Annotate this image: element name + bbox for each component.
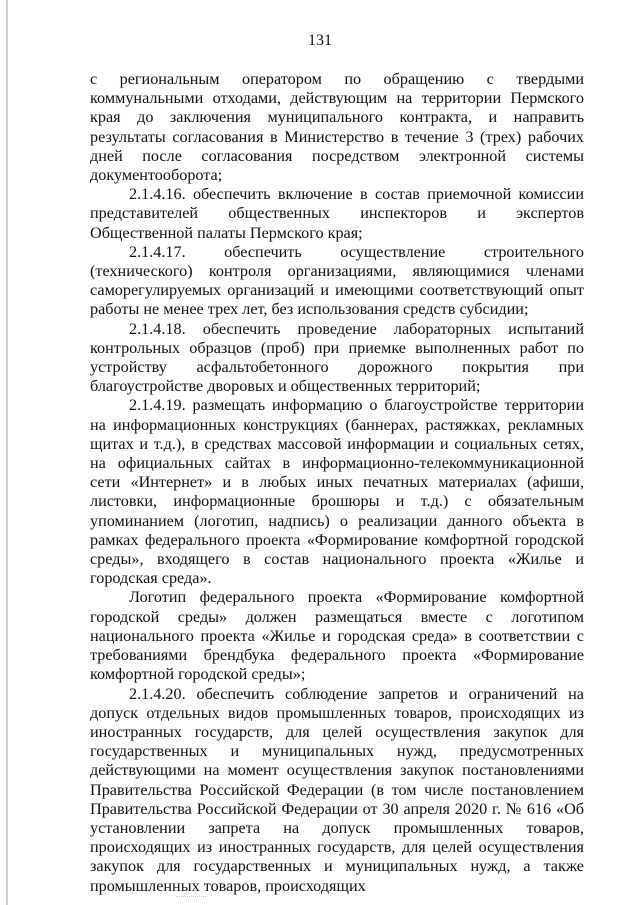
paragraph-2-1-4-17: 2.1.4.17. обеспечить осуществление строительного (технического) контроля организациями, являющимися членами саморегулируемых организаций и имеющими соответствующий опыт работы не менее трех лет, без использования средств субсидии; [90,242,584,319]
paragraph-logo-requirement: Логотип федерального проекта «Формирование комфортной городской среды» должен размещаться вместе с логотипом национального проекта «Жилье и городская среда» в соответствии с требованиями брендбука федерального проекта «Формирование комфортной городской среды»; [90,588,584,684]
paragraph-2-1-4-18: 2.1.4.18. обеспечить проведение лабораторных испытаний контрольных образцов (проб) при приемке выполненных работ по устройству асфальтобетонного дорожного покрытия при благоустройстве дворовых и общественных территорий; [90,319,584,396]
paragraph-2-1-4-19: 2.1.4.19. размещать информацию о благоустройстве территории на информационных конструкциях (баннерах, растяжках, рекламных щитах и т.д.), в средствах массовой информации и социальных сетях, на официальных сайтах в информационно-телекоммуникационной сети «Интернет» и в любых иных печатных материалах (афиши, листовки, информационные брошюры и т.д.) с обязательным упоминанием (логотип, надпись) о реализации данного объекта в рамках федерального проекта «Формирование комфортной городской среды», входящего в состав национального проекта «Жилье и городская среда». [90,396,584,588]
scan-left-edge [6,0,8,905]
document-body [90,70,584,896]
scan-bottom-marks [176,896,206,899]
page-number: 131 [308,32,332,49]
paragraph-continuation: с региональным оператором по обращению с твердыми коммунальными отходами, действующим на территории Пермского края до заключения муниципального контракта, и направить результаты согласования в Министерство в течение 3 (трех) рабочих дней после согласования посредством электронной системы документооборота; [90,70,584,185]
paragraph-2-1-4-20: 2.1.4.20. обеспечить соблюдение запретов и ограничений на допуск отдельных видов промышленных товаров, происходящих из иностранных государств, для целей осуществления закупок для государственных и муниципальных нужд, предусмотренных действующими на момент осуществления закупок постановлениями Правительства Российской Федерации (в том числе постановлением Правительства Российской Федерации от 30 апреля 2020 г. № 616 «Об установлении запрета на допуск промышленных товаров, происходящих из иностранных государств, для целей осуществления закупок для государственных и муниципальных нужд, а также промышленных товаров, происходящих [90,684,584,895]
paragraph-2-1-4-16: 2.1.4.16. обеспечить включение в состав приемочной комиссии представителей общественных инспекторов и экспертов Общественной палаты Пермского края; [90,185,584,242]
